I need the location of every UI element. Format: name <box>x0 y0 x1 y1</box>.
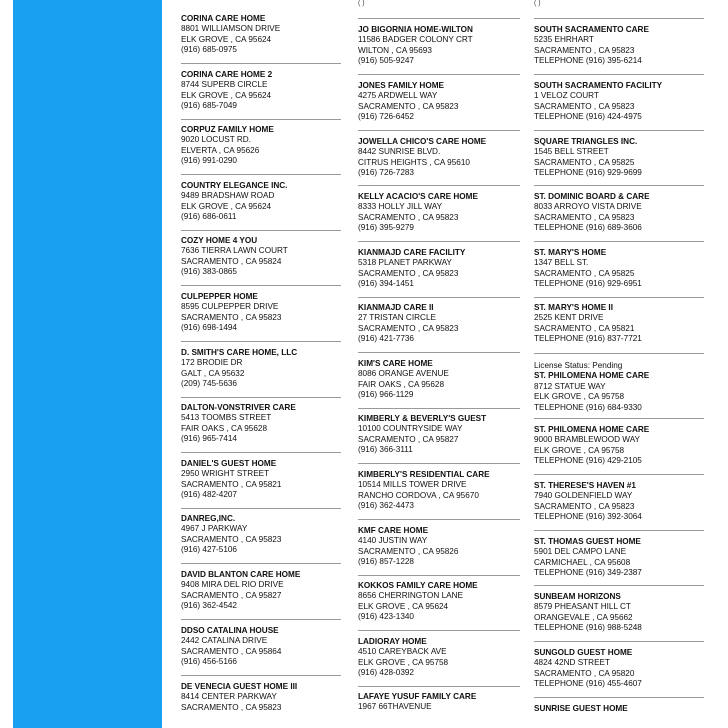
listing-entry <box>181 514 341 556</box>
separator-rule <box>534 18 704 19</box>
street-address: 5413 TOOMBS STREET <box>181 413 272 423</box>
listing-entry <box>358 81 520 123</box>
facility-name: D. SMITH'S CARE HOME, LLC <box>181 348 298 357</box>
phone-number: (916) 421-7736 <box>358 334 414 344</box>
street-address: 8333 HOLLY JILL WAY <box>358 202 443 212</box>
street-address: 4275 ARDWELL WAY <box>358 91 438 101</box>
city-state-zip: SACRAMENTO , CA 95823 <box>534 45 635 55</box>
separator-rule <box>358 575 520 576</box>
city-state-zip: ELK GROVE , CA 95758 <box>358 657 449 667</box>
listing-entry <box>358 581 520 623</box>
facility-name: KOKKOS FAMILY CARE HOME <box>358 581 478 590</box>
separator-rule <box>181 508 341 509</box>
city-state-zip: SACRAMENTO , CA 95825 <box>534 268 635 278</box>
listing-entry <box>358 637 520 679</box>
facility-name: ST. PHILOMENA HOME CARE <box>534 371 650 381</box>
street-address: 4967 J PARKWAY <box>181 524 248 534</box>
street-address: 27 TRISTAN CIRCLE <box>358 313 436 323</box>
separator-rule <box>534 530 704 531</box>
listing-entry <box>534 592 704 634</box>
separator-rule <box>358 686 520 687</box>
street-address: 9020 LOCUST RD. <box>181 135 251 145</box>
phone-number: TELEPHONE (916) 392-3064 <box>534 512 642 522</box>
street-address: 8579 PHEASANT HILL CT <box>534 602 631 612</box>
facility-name: COZY HOME 4 YOU <box>181 236 258 245</box>
listing-entry <box>534 303 704 345</box>
phone-number: (916) 395-9279 <box>358 223 414 233</box>
phone-number: TELEPHONE (916) 395-6214 <box>534 56 642 66</box>
street-address: 1967 66THAVENUE <box>358 702 432 712</box>
facility-name: SUNGOLD GUEST HOME <box>534 648 633 657</box>
street-address: 1347 BELL ST. <box>534 258 589 268</box>
phone-number: TELEPHONE (916) 689-3606 <box>534 223 642 233</box>
city-state-zip: SACRAMENTO , CA 95827 <box>358 434 459 444</box>
city-state-zip: WILTON , CA 95693 <box>358 45 432 55</box>
facility-name: DALTON-VONSTRIVER CARE <box>181 403 296 412</box>
listing-entry <box>181 459 341 501</box>
city-state-zip: FAIR OAKS , CA 95628 <box>181 423 268 433</box>
city-state-zip: FAIR OAKS , CA 95628 <box>358 379 445 389</box>
street-address: 2442 CATALINA DRIVE <box>181 636 268 646</box>
facility-name: COUNTRY ELEGANCE INC. <box>181 181 288 190</box>
phone-number: (916) 423-1340 <box>358 612 414 622</box>
facility-name: KMF CARE HOME <box>358 526 429 535</box>
facility-name: JONES FAMILY HOME <box>358 81 444 90</box>
phone-number: (916) 505-9247 <box>358 56 414 66</box>
listing-entry <box>181 626 341 668</box>
listing-entry <box>181 70 341 112</box>
facility-name: SOUTH SACRAMENTO FACILITY <box>534 81 663 90</box>
street-address: 5318 PLANET PARKWAY <box>358 258 452 268</box>
separator-rule <box>534 585 704 586</box>
city-state-zip: SACRAMENTO , CA 95823 <box>358 323 459 333</box>
separator-rule <box>358 519 520 520</box>
separator-rule <box>358 130 520 131</box>
separator-rule <box>534 353 704 354</box>
street-address: 4510 CAREYBACK AVE <box>358 647 447 657</box>
city-state-zip: ELK GROVE , CA 95624 <box>181 201 272 211</box>
listing-entry <box>181 125 341 167</box>
separator-rule <box>181 119 341 120</box>
facility-name: ST. DOMINIC BOARD & CARE <box>534 192 650 201</box>
street-address: 8033 ARROYO VISTA DRIVE <box>534 202 642 212</box>
city-state-zip: ELK GROVE , CA 95758 <box>534 445 625 455</box>
phone-number: (916) 966-1129 <box>358 390 414 400</box>
separator-rule <box>181 619 341 620</box>
street-address: 9489 BRADSHAW ROAD <box>181 191 275 201</box>
separator-rule <box>181 174 341 175</box>
top-fragment: ( ) <box>534 0 541 7</box>
facility-name: DE VENECIA GUEST HOME III <box>181 682 298 691</box>
listing-entry <box>534 648 704 690</box>
listing-entry <box>534 425 704 467</box>
city-state-zip: GALT , CA 95632 <box>181 368 245 378</box>
phone-number: (916) 698-1494 <box>181 323 237 333</box>
street-address: 8656 CHERRINGTON LANE <box>358 591 463 601</box>
city-state-zip: SACRAMENTO , CA 95823 <box>358 268 459 278</box>
listing-entry <box>358 414 520 456</box>
city-state-zip: SACRAMENTO , CA 95823 <box>181 312 282 322</box>
listing-entry <box>358 192 520 234</box>
street-address: 8595 CULPEPPER DRIVE <box>181 302 279 312</box>
street-address: 7940 GOLDENFIELD WAY <box>534 491 633 501</box>
facility-name: ST. PHILOMENA HOME CARE <box>534 425 650 434</box>
listing-entry <box>534 361 704 413</box>
city-state-zip: SACRAMENTO , CA 95864 <box>181 646 282 656</box>
phone-number: (916) 685-0975 <box>181 45 237 55</box>
listing-entry <box>358 470 520 512</box>
phone-number: (916) 362-4473 <box>358 501 414 511</box>
phone-number: (916) 428-0392 <box>358 668 414 678</box>
street-address: 8801 WILLIAMSON DRIVE <box>181 24 281 34</box>
phone-number: TELEPHONE (916) 988-5248 <box>534 623 642 633</box>
street-address: 2525 KENT DRIVE <box>534 313 604 323</box>
listing-entry <box>358 303 520 345</box>
top-fragment: ( ) <box>358 0 365 7</box>
listing-entry <box>181 682 341 713</box>
listing-entry <box>358 526 520 568</box>
street-address: 11586 BADGER COLONY CRT <box>358 35 473 45</box>
phone-number: (916) 726-7283 <box>358 168 414 178</box>
facility-name: ST. MARY'S HOME II <box>534 303 613 312</box>
separator-rule <box>534 241 704 242</box>
phone-number: (916) 965-7414 <box>181 434 237 444</box>
listing-entry <box>181 570 341 612</box>
city-state-zip: SACRAMENTO , CA 95825 <box>534 157 635 167</box>
separator-rule <box>181 63 341 64</box>
license-status: License Status: Pending <box>534 361 623 370</box>
separator-rule <box>181 285 341 286</box>
separator-rule <box>534 297 704 298</box>
sidebar-color-bar <box>13 0 162 728</box>
separator-rule <box>358 74 520 75</box>
city-state-zip: ELK GROVE , CA 95624 <box>181 90 272 100</box>
facility-name: SOUTH SACRAMENTO CARE <box>534 25 649 34</box>
listing-entry <box>534 25 704 67</box>
facility-name: CORINA CARE HOME <box>181 14 266 23</box>
street-address: 8086 ORANGE AVENUE <box>358 369 449 379</box>
facility-name: SQUARE TRIANGLES INC. <box>534 137 638 146</box>
listing-entry <box>534 248 704 290</box>
separator-rule <box>358 241 520 242</box>
city-state-zip: CITRUS HEIGHTS , CA 95610 <box>358 157 470 167</box>
city-state-zip: CARMICHAEL , CA 95608 <box>534 557 631 567</box>
separator-rule <box>358 463 520 464</box>
phone-number: TELEPHONE (916) 929-6951 <box>534 279 642 289</box>
listing-entry <box>181 403 341 445</box>
separator-rule <box>534 185 704 186</box>
separator-rule <box>534 641 704 642</box>
separator-rule <box>358 630 520 631</box>
street-address: 9000 BRAMBLEWOOD WAY <box>534 435 641 445</box>
street-address: 7636 TIERRA LAWN COURT <box>181 246 288 256</box>
phone-number: (916) 394-1451 <box>358 279 414 289</box>
facility-name: SUNBEAM HORIZONS <box>534 592 621 601</box>
facility-name: ST. MARY'S HOME <box>534 248 607 257</box>
street-address: 8414 CENTER PARKWAY <box>181 692 277 702</box>
phone-number: (916) 456-5166 <box>181 657 237 667</box>
city-state-zip: RANCHO CORDOVA , CA 95670 <box>358 490 479 500</box>
facility-name: CULPEPPER HOME <box>181 292 258 301</box>
city-state-zip: SACRAMENTO , CA 95823 <box>534 212 635 222</box>
street-address: 5235 EHRHART <box>534 35 594 45</box>
city-state-zip: SACRAMENTO , CA 95821 <box>181 479 282 489</box>
city-state-zip: ELVERTA , CA 95626 <box>181 145 260 155</box>
facility-name: KELLY ACACIO'S CARE HOME <box>358 192 478 201</box>
separator-rule <box>358 408 520 409</box>
facility-name: KIM'S CARE HOME <box>358 359 433 368</box>
separator-rule <box>358 185 520 186</box>
phone-number: (209) 745-5636 <box>181 379 237 389</box>
facility-name: KIANMAJD CARE FACILITY <box>358 248 466 257</box>
separator-rule <box>181 230 341 231</box>
facility-name: DANREG,INC. <box>181 514 236 523</box>
facility-name: KIMBERLY'S RESIDENTIAL CARE <box>358 470 490 479</box>
street-address: 172 BRODIE DR <box>181 358 243 368</box>
city-state-zip: ORANGEVALE , CA 95662 <box>534 612 633 622</box>
facility-name: DANIEL'S GUEST HOME <box>181 459 277 468</box>
city-state-zip: SACRAMENTO , CA 95823 <box>358 101 459 111</box>
facility-name: LADIORAY HOME <box>358 637 427 646</box>
street-address: 10514 MILLS TOWER DRIVE <box>358 480 467 490</box>
listing-entry <box>534 537 704 579</box>
city-state-zip: SACRAMENTO , CA 95827 <box>181 590 282 600</box>
separator-rule <box>181 563 341 564</box>
phone-number: TELEPHONE (916) 424-4975 <box>534 112 642 122</box>
listing-entry <box>358 359 520 401</box>
phone-number: (916) 857-1228 <box>358 557 414 567</box>
city-state-zip: SACRAMENTO , CA 95823 <box>534 101 635 111</box>
facility-name: KIANMAJD CARE II <box>358 303 434 312</box>
facility-name: KIMBERLY & BEVERLY'S GUEST <box>358 414 487 423</box>
listing-entry <box>181 292 341 334</box>
listing-entry <box>181 236 341 278</box>
facility-name: DDSO CATALINA HOUSE <box>181 626 279 635</box>
phone-number: TELEPHONE (916) 429-2105 <box>534 456 642 466</box>
phone-number: TELEPHONE (916) 455-4607 <box>534 679 642 689</box>
facility-name: JOWELLA CHICO'S CARE HOME <box>358 137 487 146</box>
street-address: 8712 STATUE WAY <box>534 381 606 391</box>
city-state-zip: SACRAMENTO , CA 95824 <box>181 256 282 266</box>
separator-rule <box>358 297 520 298</box>
facility-name: JO BIGORNIA HOME-WILTON <box>358 25 473 34</box>
separator-rule <box>181 675 341 676</box>
street-address: 9408 MIRA DEL RIO DRIVE <box>181 580 284 590</box>
facility-name: CORINA CARE HOME 2 <box>181 70 273 79</box>
street-address: 1545 BELL STREET <box>534 147 609 157</box>
street-address: 10100 COUNTRYSIDE WAY <box>358 424 463 434</box>
listing-entry <box>534 137 704 179</box>
street-address: 1 VELOZ COURT <box>534 91 599 101</box>
phone-number: (916) 991-0290 <box>181 156 237 166</box>
facility-name: ST. THERESE'S HAVEN #1 <box>534 481 636 490</box>
separator-rule <box>181 452 341 453</box>
separator-rule <box>534 697 704 698</box>
listing-entry <box>534 81 704 123</box>
city-state-zip: ELK GROVE , CA 95624 <box>181 34 272 44</box>
facility-name: LAFAYE YUSUF FAMILY CARE <box>358 692 477 701</box>
listing-entry <box>358 25 520 67</box>
street-address: 4824 42ND STREET <box>534 658 610 668</box>
phone-number: TELEPHONE (916) 929-9699 <box>534 168 642 178</box>
city-state-zip: SACRAMENTO , CA 95823 <box>181 534 282 544</box>
city-state-zip: SACRAMENTO , CA 95823 <box>358 212 459 222</box>
phone-number: (916) 726-6452 <box>358 112 414 122</box>
city-state-zip: ELK GROVE , CA 95624 <box>358 601 449 611</box>
phone-number: TELEPHONE (916) 837-7721 <box>534 334 642 344</box>
separator-rule <box>534 74 704 75</box>
facility-name: DAVID BLANTON CARE HOME <box>181 570 301 579</box>
facility-name: CORPUZ FAMILY HOME <box>181 125 274 134</box>
facility-name: ST. THOMAS GUEST HOME <box>534 537 641 546</box>
separator-rule <box>181 341 341 342</box>
listing-entry <box>358 692 520 713</box>
city-state-zip: SACRAMENTO , CA 95823 <box>534 501 635 511</box>
phone-number: TELEPHONE (916) 684-9330 <box>534 402 642 412</box>
phone-number: (916) 362-4542 <box>181 601 237 611</box>
city-state-zip: SACRAMENTO , CA 95820 <box>534 668 635 678</box>
separator-rule <box>534 418 704 419</box>
phone-number: (916) 427-5106 <box>181 545 237 555</box>
street-address: 8442 SUNRISE BLVD. <box>358 147 441 157</box>
phone-number: (916) 686-0611 <box>181 212 237 222</box>
listing-entry <box>358 137 520 179</box>
facility-name: SUNRISE GUEST HOME <box>534 704 628 713</box>
street-address: 4140 JUSTIN WAY <box>358 536 428 546</box>
listing-entry <box>534 704 704 714</box>
listing-entry <box>534 481 704 523</box>
phone-number: (916) 383-0865 <box>181 267 237 277</box>
street-address: 5901 DEL CAMPO LANE <box>534 547 627 557</box>
separator-rule <box>534 130 704 131</box>
separator-rule <box>534 474 704 475</box>
phone-number: (916) 482-4207 <box>181 490 237 500</box>
city-state-zip: SACRAMENTO , CA 95823 <box>181 702 282 712</box>
listing-entry <box>181 181 341 223</box>
street-address: 8744 SUPERB CIRCLE <box>181 80 268 90</box>
listing-entry <box>534 192 704 234</box>
city-state-zip: SACRAMENTO , CA 95826 <box>358 546 459 556</box>
listing-entry <box>358 248 520 290</box>
phone-number: (916) 366-3111 <box>358 445 413 455</box>
listing-entry <box>181 348 341 390</box>
separator-rule <box>358 18 520 19</box>
phone-number: (916) 685-7049 <box>181 101 237 111</box>
separator-rule <box>358 352 520 353</box>
separator-rule <box>181 397 341 398</box>
city-state-zip: SACRAMENTO , CA 95821 <box>534 323 635 333</box>
street-address: 2950 WRIGHT STREET <box>181 469 270 479</box>
city-state-zip: ELK GROVE , CA 95758 <box>534 392 625 402</box>
phone-number: TELEPHONE (916) 349-2387 <box>534 568 642 578</box>
listing-entry <box>181 14 341 56</box>
